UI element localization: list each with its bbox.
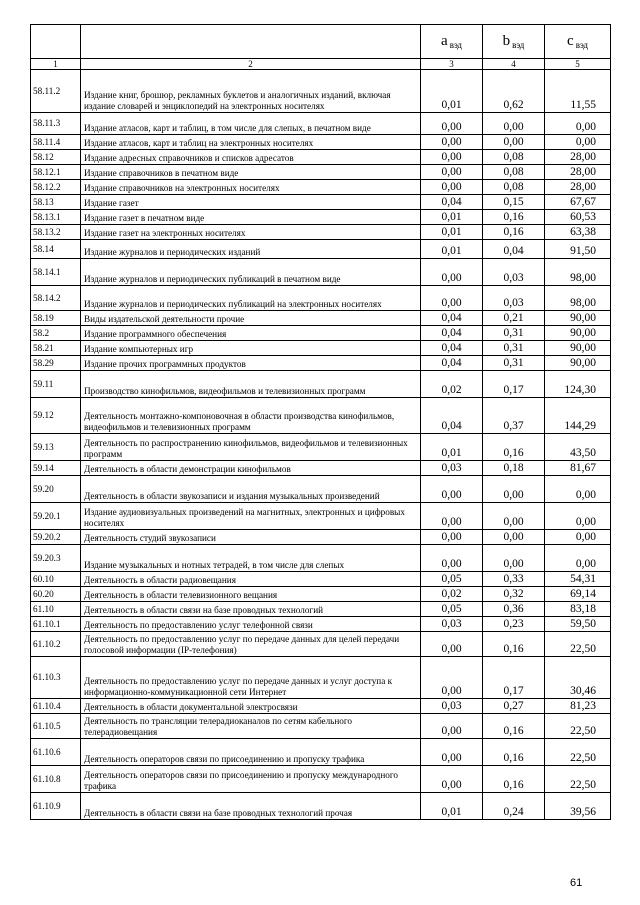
row-code-cell: 58.13 xyxy=(31,195,81,210)
row-c-value: 90,00 xyxy=(545,356,611,371)
row-name-cell: Издание музыкальных и нотных тетрадей, в том числе для слепых xyxy=(81,545,421,572)
header-b-cell xyxy=(483,25,545,59)
row-code-cell: 59.20.2 xyxy=(31,530,81,545)
table-row xyxy=(31,587,611,602)
table-row xyxy=(31,210,611,225)
row-code-cell: 58.2 xyxy=(31,326,81,341)
row-code-cell: 59.20.1 xyxy=(31,503,81,530)
table-row xyxy=(31,311,611,326)
row-a-value: 0,01 xyxy=(421,240,483,259)
row-code-cell: 58.14 xyxy=(31,240,81,259)
row-code-cell: 58.21 xyxy=(31,341,81,356)
row-code-cell: 61.10.9 xyxy=(31,793,81,820)
row-c-value: 124,30 xyxy=(545,371,611,398)
row-code-cell: 59.20 xyxy=(31,476,81,503)
row-a-value: 0,00 xyxy=(421,503,483,530)
row-a-value: 0,04 xyxy=(421,311,483,326)
row-a-value: 0,04 xyxy=(421,356,483,371)
row-c-value: 28,00 xyxy=(545,165,611,180)
coefficients-table xyxy=(30,24,611,820)
row-b-value: 0,00 xyxy=(483,135,545,150)
row-a-value: 0,00 xyxy=(421,150,483,165)
row-name-cell: Деятельность монтажно-компоновочная в области производства кинофильмов, видеофильмов и телевизионных программ xyxy=(81,398,421,434)
row-name-cell: Деятельность операторов связи по присоединению и пропуску международного трафика xyxy=(81,766,421,793)
header-b-subscript: вэд xyxy=(512,39,525,50)
header-c-cell xyxy=(545,25,611,59)
row-name-cell: Деятельность по распространению кинофильмов, видеофильмов и телевизионных программ xyxy=(81,434,421,461)
row-c-value: 0,00 xyxy=(545,113,611,135)
row-name-cell: Деятельность операторов связи по присоединению и пропуску трафика xyxy=(81,739,421,766)
row-a-value: 0,00 xyxy=(421,530,483,545)
row-name-cell: Издание газет в печатном виде xyxy=(81,210,421,225)
row-b-value: 0,27 xyxy=(483,699,545,714)
row-c-value: 0,00 xyxy=(545,476,611,503)
row-b-value: 0,04 xyxy=(483,240,545,259)
table-row xyxy=(31,341,611,356)
row-c-value: 98,00 xyxy=(545,286,611,311)
row-name-cell: Деятельность студий звукозаписи xyxy=(81,530,421,545)
row-name-cell: Издание газет xyxy=(81,195,421,210)
row-c-value: 60,53 xyxy=(545,210,611,225)
table-row xyxy=(31,135,611,150)
row-c-value: 11,55 xyxy=(545,70,611,113)
row-a-value: 0,03 xyxy=(421,699,483,714)
table-row xyxy=(31,766,611,793)
table-row xyxy=(31,259,611,286)
row-a-value: 0,04 xyxy=(421,326,483,341)
table-row xyxy=(31,617,611,632)
row-a-value: 0,00 xyxy=(421,714,483,739)
table-row xyxy=(31,70,611,113)
row-a-value: 0,05 xyxy=(421,572,483,587)
row-b-value: 0,00 xyxy=(483,476,545,503)
row-name-cell: Деятельность в области связи на базе проводных технологий прочая xyxy=(81,793,421,820)
row-c-value: 30,46 xyxy=(545,657,611,699)
table-row xyxy=(31,699,611,714)
row-a-value: 0,00 xyxy=(421,739,483,766)
table-row xyxy=(31,530,611,545)
row-code-cell: 61.10.5 xyxy=(31,714,81,739)
header-a-cell xyxy=(421,25,483,59)
row-b-value: 0,16 xyxy=(483,739,545,766)
row-name-cell: Издание журналов и периодических изданий xyxy=(81,240,421,259)
table-row xyxy=(31,195,611,210)
row-a-value: 0,02 xyxy=(421,587,483,602)
row-c-value: 22,50 xyxy=(545,714,611,739)
table-row xyxy=(31,165,611,180)
row-a-value: 0,00 xyxy=(421,657,483,699)
row-code-cell: 61.10.2 xyxy=(31,632,81,657)
table-body xyxy=(31,25,611,820)
row-b-value: 0,21 xyxy=(483,311,545,326)
row-b-value: 0,17 xyxy=(483,657,545,699)
table-row xyxy=(31,356,611,371)
row-code-cell: 58.12.2 xyxy=(31,180,81,195)
row-c-value: 22,50 xyxy=(545,766,611,793)
row-b-value: 0,37 xyxy=(483,398,545,434)
row-b-value: 0,33 xyxy=(483,572,545,587)
row-c-value: 81,67 xyxy=(545,461,611,476)
row-name-cell: Деятельность в области телевизионного вещания xyxy=(81,587,421,602)
column-index-2: 2 xyxy=(81,59,421,70)
row-name-cell: Производство кинофильмов, видеофильмов и телевизионных программ xyxy=(81,371,421,398)
row-c-value: 144,29 xyxy=(545,398,611,434)
row-name-cell: Деятельность в области документальной электросвязи xyxy=(81,699,421,714)
table-row xyxy=(31,476,611,503)
row-a-value: 0,01 xyxy=(421,70,483,113)
row-code-cell: 61.10.6 xyxy=(31,739,81,766)
row-code-cell: 58.19 xyxy=(31,311,81,326)
row-b-value: 0,08 xyxy=(483,165,545,180)
row-code-cell: 58.12 xyxy=(31,150,81,165)
row-c-value: 28,00 xyxy=(545,150,611,165)
header-c-subscript: вэд xyxy=(575,39,588,50)
row-code-cell: 58.11.3 xyxy=(31,113,81,135)
row-b-value: 0,00 xyxy=(483,545,545,572)
table-row xyxy=(31,503,611,530)
row-a-value: 0,03 xyxy=(421,617,483,632)
row-code-cell: 59.11 xyxy=(31,371,81,398)
row-c-value: 22,50 xyxy=(545,739,611,766)
table-row xyxy=(31,113,611,135)
row-a-value: 0,00 xyxy=(421,545,483,572)
header-a-subscript: вэд xyxy=(449,39,462,50)
row-name-cell: Издание книг, брошюр, рекламных буклетов и аналогичных изданий, включая издание словарей и энциклопедий на электронных носителях xyxy=(81,70,421,113)
page-number: 61 xyxy=(570,877,583,889)
row-name-cell: Деятельность по трансляции телерадиоканалов по сетям кабельного телерадиовещания xyxy=(81,714,421,739)
row-a-value: 0,00 xyxy=(421,286,483,311)
row-name-cell: Издание адресных справочников и списков адресатов xyxy=(81,150,421,165)
row-b-value: 0,32 xyxy=(483,587,545,602)
row-a-value: 0,00 xyxy=(421,766,483,793)
column-index-5: 5 xyxy=(545,59,611,70)
header-c-label: c xyxy=(567,32,574,49)
row-code-cell: 58.14.2 xyxy=(31,286,81,311)
row-name-cell: Издание атласов, карт и таблиц на электронных носителях xyxy=(81,135,421,150)
row-code-cell: 60.10 xyxy=(31,572,81,587)
row-code-cell: 58.11.2 xyxy=(31,70,81,113)
row-code-cell: 59.13 xyxy=(31,434,81,461)
row-code-cell: 58.12.1 xyxy=(31,165,81,180)
row-c-value: 91,50 xyxy=(545,240,611,259)
row-code-cell: 61.10.3 xyxy=(31,657,81,699)
row-a-value: 0,01 xyxy=(421,793,483,820)
row-b-value: 0,16 xyxy=(483,632,545,657)
row-name-cell: Издание журналов и периодических публикаций в печатном виде xyxy=(81,259,421,286)
row-b-value: 0,08 xyxy=(483,180,545,195)
row-c-value: 59,50 xyxy=(545,617,611,632)
table-row xyxy=(31,632,611,657)
row-name-cell: Издание аудиовизуальных произведений на магнитных, электронных и цифровых носителях xyxy=(81,503,421,530)
table-row xyxy=(31,434,611,461)
row-code-cell: 60.20 xyxy=(31,587,81,602)
row-name-cell: Деятельность в области радиовещания xyxy=(81,572,421,587)
table-row xyxy=(31,240,611,259)
row-c-value: 0,00 xyxy=(545,135,611,150)
row-a-value: 0,00 xyxy=(421,165,483,180)
row-name-cell: Издание журналов и периодических публикаций на электронных носителях xyxy=(81,286,421,311)
row-name-cell: Виды издательской деятельности прочие xyxy=(81,311,421,326)
table-row xyxy=(31,180,611,195)
row-b-value: 0,00 xyxy=(483,113,545,135)
row-code-cell: 61.10 xyxy=(31,602,81,617)
row-code-cell: 61.10.1 xyxy=(31,617,81,632)
row-b-value: 0,16 xyxy=(483,225,545,240)
row-code-cell: 59.14 xyxy=(31,461,81,476)
column-index-3: 3 xyxy=(421,59,483,70)
table-row xyxy=(31,326,611,341)
row-code-cell: 58.13.2 xyxy=(31,225,81,240)
table-row xyxy=(31,793,611,820)
row-code-cell: 58.11.4 xyxy=(31,135,81,150)
table-row xyxy=(31,545,611,572)
row-c-value: 63,38 xyxy=(545,225,611,240)
row-b-value: 0,31 xyxy=(483,326,545,341)
row-c-value: 43,50 xyxy=(545,434,611,461)
row-c-value: 67,67 xyxy=(545,195,611,210)
row-c-value: 0,00 xyxy=(545,530,611,545)
row-b-value: 0,24 xyxy=(483,793,545,820)
table-row xyxy=(31,714,611,739)
row-c-value: 28,00 xyxy=(545,180,611,195)
row-a-value: 0,04 xyxy=(421,195,483,210)
row-name-cell: Издание справочников на электронных носителях xyxy=(81,180,421,195)
row-b-value: 0,03 xyxy=(483,259,545,286)
table-row xyxy=(31,657,611,699)
row-b-value: 0,31 xyxy=(483,356,545,371)
row-name-cell: Издание программного обеспечения xyxy=(81,326,421,341)
row-b-value: 0,36 xyxy=(483,602,545,617)
row-name-cell: Издание справочников в печатном виде xyxy=(81,165,421,180)
row-a-value: 0,00 xyxy=(421,476,483,503)
row-c-value: 90,00 xyxy=(545,311,611,326)
row-b-value: 0,16 xyxy=(483,766,545,793)
row-a-value: 0,00 xyxy=(421,135,483,150)
row-a-value: 0,03 xyxy=(421,461,483,476)
row-name-cell: Деятельность в области демонстрации кинофильмов xyxy=(81,461,421,476)
table-row xyxy=(31,398,611,434)
row-a-value: 0,02 xyxy=(421,371,483,398)
row-b-value: 0,62 xyxy=(483,70,545,113)
row-a-value: 0,04 xyxy=(421,398,483,434)
row-name-cell: Издание атласов, карт и таблиц, в том числе для слепых, в печатном виде xyxy=(81,113,421,135)
row-c-value: 69,14 xyxy=(545,587,611,602)
row-b-value: 0,15 xyxy=(483,195,545,210)
row-code-cell: 59.20.3 xyxy=(31,545,81,572)
row-b-value: 0,16 xyxy=(483,434,545,461)
row-b-value: 0,17 xyxy=(483,371,545,398)
row-a-value: 0,00 xyxy=(421,632,483,657)
row-code-cell: 61.10.8 xyxy=(31,766,81,793)
table-row xyxy=(31,286,611,311)
row-c-value: 83,18 xyxy=(545,602,611,617)
row-code-cell: 58.14.1 xyxy=(31,259,81,286)
row-b-value: 0,08 xyxy=(483,150,545,165)
header-name-cell xyxy=(81,25,421,59)
row-code-cell: 59.12 xyxy=(31,398,81,434)
row-c-value: 0,00 xyxy=(545,503,611,530)
table-row xyxy=(31,602,611,617)
row-name-cell: Издание компьютерных игр xyxy=(81,341,421,356)
row-b-value: 0,23 xyxy=(483,617,545,632)
table-row xyxy=(31,150,611,165)
header-row xyxy=(31,25,611,59)
row-code-cell: 58.29 xyxy=(31,356,81,371)
row-b-value: 0,03 xyxy=(483,286,545,311)
row-c-value: 0,00 xyxy=(545,545,611,572)
header-b-label: b xyxy=(502,32,511,49)
row-code-cell: 58.13.1 xyxy=(31,210,81,225)
row-b-value: 0,31 xyxy=(483,341,545,356)
row-code-cell: 61.10.4 xyxy=(31,699,81,714)
row-b-value: 0,18 xyxy=(483,461,545,476)
row-c-value: 98,00 xyxy=(545,259,611,286)
row-c-value: 22,50 xyxy=(545,632,611,657)
header-a-label: a xyxy=(441,32,448,49)
row-b-value: 0,00 xyxy=(483,503,545,530)
row-a-value: 0,01 xyxy=(421,225,483,240)
table-row xyxy=(31,461,611,476)
column-index-4: 4 xyxy=(483,59,545,70)
table-row xyxy=(31,371,611,398)
row-name-cell: Издание газет на электронных носителях xyxy=(81,225,421,240)
row-name-cell: Деятельность в области звукозаписи и издания музыкальных произведений xyxy=(81,476,421,503)
row-a-value: 0,04 xyxy=(421,341,483,356)
table-row xyxy=(31,572,611,587)
row-c-value: 90,00 xyxy=(545,341,611,356)
row-b-value: 0,00 xyxy=(483,530,545,545)
row-name-cell: Деятельность по предоставлению услуг по передаче данных и услуг доступа к информационно-коммуникационной сети Интернет xyxy=(81,657,421,699)
row-c-value: 81,23 xyxy=(545,699,611,714)
row-a-value: 0,00 xyxy=(421,113,483,135)
row-c-value: 90,00 xyxy=(545,326,611,341)
table-row xyxy=(31,225,611,240)
row-name-cell: Деятельность в области связи на базе проводных технологий xyxy=(81,602,421,617)
row-a-value: 0,00 xyxy=(421,259,483,286)
column-index-1: 1 xyxy=(31,59,81,70)
row-a-value: 0,01 xyxy=(421,434,483,461)
row-a-value: 0,05 xyxy=(421,602,483,617)
row-name-cell: Деятельность по предоставлению услуг телефонной связи xyxy=(81,617,421,632)
row-c-value: 54,31 xyxy=(545,572,611,587)
row-a-value: 0,00 xyxy=(421,180,483,195)
column-index-row xyxy=(31,59,611,70)
row-c-value: 39,56 xyxy=(545,793,611,820)
header-code-cell xyxy=(31,25,81,59)
row-name-cell: Издание прочих программных продуктов xyxy=(81,356,421,371)
row-name-cell: Деятельность по предоставлению услуг по передаче данных для целей передачи голосовой информации (IP-телефония) xyxy=(81,632,421,657)
table-row xyxy=(31,739,611,766)
row-b-value: 0,16 xyxy=(483,210,545,225)
row-b-value: 0,16 xyxy=(483,714,545,739)
row-a-value: 0,01 xyxy=(421,210,483,225)
